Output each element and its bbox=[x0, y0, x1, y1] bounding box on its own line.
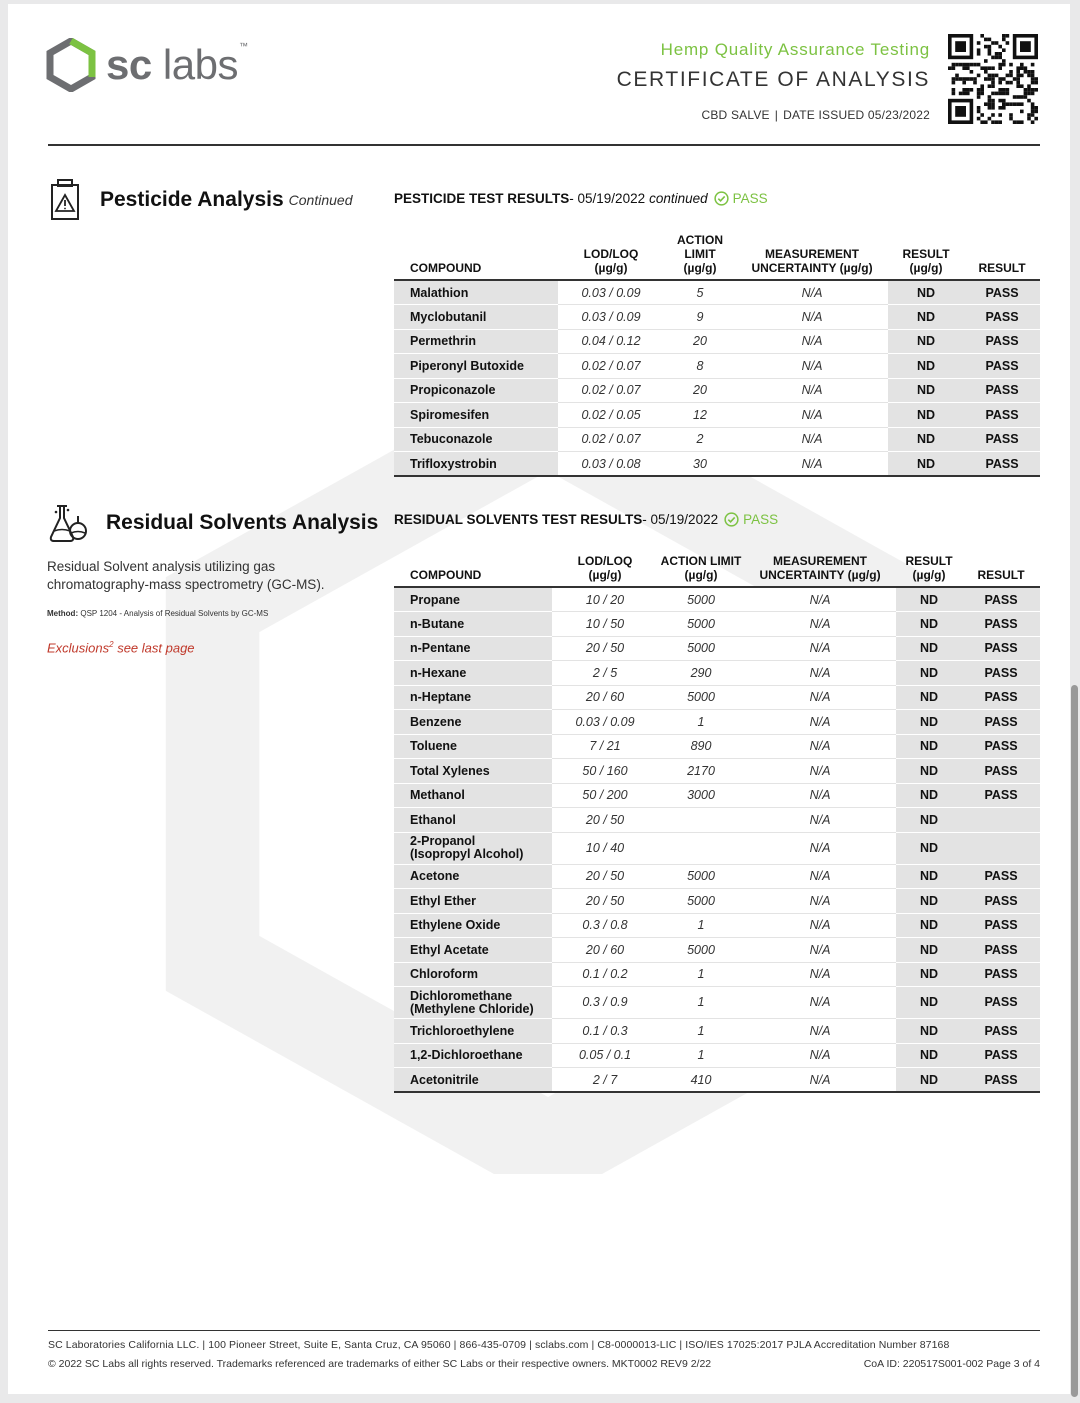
action-limit-cell: 5000 bbox=[658, 685, 744, 710]
uncertainty-cell: N/A bbox=[736, 354, 888, 379]
header-title: CERTIFICATE OF ANALYSIS bbox=[616, 68, 930, 91]
result-status-cell: PASS bbox=[964, 427, 1040, 452]
table-row bbox=[394, 427, 1040, 452]
result-status-cell: PASS bbox=[962, 661, 1040, 686]
action-limit-cell: 30 bbox=[664, 452, 736, 477]
sc-labs-logo bbox=[46, 38, 247, 92]
compound-cell: Trichloroethylene bbox=[394, 1019, 552, 1044]
action-limit-cell: 5000 bbox=[658, 612, 744, 637]
result-value-cell: ND bbox=[896, 710, 962, 735]
result-value-cell: ND bbox=[896, 1019, 962, 1044]
result-value-cell: ND bbox=[896, 587, 962, 612]
compound-cell: Benzene bbox=[394, 710, 552, 735]
column-header: COMPOUND bbox=[394, 550, 552, 587]
table-row bbox=[394, 661, 1040, 686]
uncertainty-cell: N/A bbox=[744, 987, 896, 1019]
action-limit-cell: 2170 bbox=[658, 759, 744, 784]
result-value-cell: ND bbox=[888, 280, 964, 305]
compound-cell: Propane bbox=[394, 587, 552, 612]
column-header: COMPOUND bbox=[394, 229, 558, 280]
table-row bbox=[394, 759, 1040, 784]
lod-loq-cell: 0.02 / 0.05 bbox=[558, 403, 664, 428]
uncertainty-cell: N/A bbox=[736, 329, 888, 354]
uncertainty-cell: N/A bbox=[744, 832, 896, 864]
result-status-cell: PASS bbox=[962, 783, 1040, 808]
table-row bbox=[394, 280, 1040, 305]
exclusions-note: Exclusions$^2$ see last page bbox=[47, 640, 195, 656]
uncertainty-cell: N/A bbox=[744, 889, 896, 914]
table-row bbox=[394, 889, 1040, 914]
result-value-cell: ND bbox=[888, 354, 964, 379]
action-limit-cell: 1 bbox=[658, 710, 744, 735]
compound-cell: n-Hexane bbox=[394, 661, 552, 686]
action-limit-cell: 5000 bbox=[658, 636, 744, 661]
compound-cell: 2-Propanol (Isopropyl Alcohol) bbox=[394, 832, 552, 864]
compound-cell: Piperonyl Butoxide bbox=[394, 354, 558, 379]
uncertainty-cell: N/A bbox=[744, 734, 896, 759]
action-limit-cell: 9 bbox=[664, 305, 736, 330]
compound-cell: Permethrin bbox=[394, 329, 558, 354]
result-status-cell: PASS bbox=[962, 734, 1040, 759]
lod-loq-cell: 0.02 / 0.07 bbox=[558, 427, 664, 452]
table-row bbox=[394, 305, 1040, 330]
lod-loq-cell: 0.02 / 0.07 bbox=[558, 354, 664, 379]
uncertainty-cell: N/A bbox=[744, 962, 896, 987]
pesticide-continued-label: Continued bbox=[288, 192, 353, 208]
column-header: LOD/LOQ (µg/g) bbox=[552, 550, 658, 587]
action-limit-cell: 5000 bbox=[658, 864, 744, 889]
table-row bbox=[394, 1019, 1040, 1044]
action-limit-cell bbox=[658, 832, 744, 864]
lod-loq-cell: 50 / 200 bbox=[552, 783, 658, 808]
table-header-row bbox=[394, 550, 1040, 587]
result-status-cell: PASS bbox=[962, 1019, 1040, 1044]
table-row bbox=[394, 962, 1040, 987]
uncertainty-cell: N/A bbox=[736, 452, 888, 477]
uncertainty-cell: N/A bbox=[736, 427, 888, 452]
result-status-cell: PASS bbox=[964, 305, 1040, 330]
compound-cell: Acetone bbox=[394, 864, 552, 889]
uncertainty-cell: N/A bbox=[744, 759, 896, 784]
lod-loq-cell: 0.04 / 0.12 bbox=[558, 329, 664, 354]
uncertainty-cell: N/A bbox=[744, 612, 896, 637]
lod-loq-cell: 0.1 / 0.3 bbox=[552, 1019, 658, 1044]
table-row bbox=[394, 685, 1040, 710]
pesticide-results-table bbox=[394, 229, 1040, 477]
column-header: MEASUREMENT UNCERTAINTY (µg/g) bbox=[736, 229, 888, 280]
table-row bbox=[394, 864, 1040, 889]
compound-cell: Acetonitrile bbox=[394, 1068, 552, 1093]
result-value-cell: ND bbox=[896, 612, 962, 637]
column-header: RESULT bbox=[964, 229, 1040, 280]
table-row bbox=[394, 612, 1040, 637]
result-value-cell: ND bbox=[888, 427, 964, 452]
lod-loq-cell: 20 / 60 bbox=[552, 685, 658, 710]
uncertainty-cell: N/A bbox=[744, 938, 896, 963]
action-limit-cell: 5000 bbox=[658, 938, 744, 963]
result-value-cell: ND bbox=[896, 759, 962, 784]
table-row bbox=[394, 636, 1040, 661]
compound-cell: Ethyl Ether bbox=[394, 889, 552, 914]
result-status-cell: PASS bbox=[964, 403, 1040, 428]
result-value-cell: ND bbox=[896, 636, 962, 661]
result-status-cell: PASS bbox=[964, 452, 1040, 477]
lod-loq-cell: 0.05 / 0.1 bbox=[552, 1043, 658, 1068]
result-value-cell: ND bbox=[888, 378, 964, 403]
result-value-cell: ND bbox=[896, 734, 962, 759]
action-limit-cell: 5 bbox=[664, 280, 736, 305]
uncertainty-cell: N/A bbox=[736, 378, 888, 403]
flask-icon bbox=[48, 502, 88, 544]
column-header: RESULT (µg/g) bbox=[896, 550, 962, 587]
warning-bottle-icon bbox=[48, 179, 82, 221]
column-header: RESULT (µg/g) bbox=[888, 229, 964, 280]
footer-copyright: © 2022 SC Labs all rights reserved. Trademarks referenced are trademarks of either SC Labs or their respective owners. MKT0002 REV9 2/22 bbox=[48, 1358, 712, 1370]
solvents-section-heading bbox=[48, 502, 378, 544]
action-limit-cell: 290 bbox=[658, 661, 744, 686]
uncertainty-cell: N/A bbox=[744, 587, 896, 612]
table-row bbox=[394, 938, 1040, 963]
header-meta: CBD SALVE | DATE ISSUED 05/23/2022 bbox=[701, 108, 930, 122]
result-status-cell: PASS bbox=[964, 354, 1040, 379]
compound-cell: Tebuconazole bbox=[394, 427, 558, 452]
result-value-cell: ND bbox=[896, 913, 962, 938]
result-status-cell: PASS bbox=[962, 636, 1040, 661]
uncertainty-cell: N/A bbox=[744, 1019, 896, 1044]
table-row bbox=[394, 987, 1040, 1019]
product-name: CBD SALVE bbox=[701, 108, 770, 122]
hexagon-logo-icon bbox=[46, 38, 96, 92]
result-status-cell: PASS bbox=[962, 1043, 1040, 1068]
result-status-cell: PASS bbox=[964, 280, 1040, 305]
result-value-cell: ND bbox=[896, 987, 962, 1019]
result-status-cell: PASS bbox=[962, 987, 1040, 1019]
uncertainty-cell: N/A bbox=[736, 305, 888, 330]
action-limit-cell: 20 bbox=[664, 329, 736, 354]
result-status-cell: PASS bbox=[962, 710, 1040, 735]
table-row bbox=[394, 587, 1040, 612]
result-value-cell: ND bbox=[888, 329, 964, 354]
result-status-cell bbox=[962, 832, 1040, 864]
lod-loq-cell: 20 / 50 bbox=[552, 864, 658, 889]
action-limit-cell: 3000 bbox=[658, 783, 744, 808]
compound-cell: Spiromesifen bbox=[394, 403, 558, 428]
action-limit-cell: 20 bbox=[664, 378, 736, 403]
uncertainty-cell: N/A bbox=[744, 913, 896, 938]
action-limit-cell: 410 bbox=[658, 1068, 744, 1093]
action-limit-cell: 12 bbox=[664, 403, 736, 428]
lod-loq-cell: 20 / 50 bbox=[552, 889, 658, 914]
table-row bbox=[394, 329, 1040, 354]
column-header: RESULT bbox=[962, 550, 1040, 587]
result-status-cell: PASS bbox=[964, 329, 1040, 354]
lod-loq-cell: 2 / 5 bbox=[552, 661, 658, 686]
vertical-scrollbar[interactable] bbox=[1071, 685, 1078, 1397]
result-value-cell: ND bbox=[896, 889, 962, 914]
column-header: ACTION LIMIT (µg/g) bbox=[658, 550, 744, 587]
lod-loq-cell: 10 / 50 bbox=[552, 612, 658, 637]
result-status-cell: PASS bbox=[962, 587, 1040, 612]
result-status-cell: PASS bbox=[962, 913, 1040, 938]
result-value-cell: ND bbox=[896, 808, 962, 833]
compound-cell: Propiconazole bbox=[394, 378, 558, 403]
check-circle-icon bbox=[714, 191, 729, 206]
page-footer bbox=[48, 1330, 1040, 1370]
uncertainty-cell: N/A bbox=[744, 783, 896, 808]
result-value-cell: ND bbox=[896, 962, 962, 987]
compound-cell: Myclobutanil bbox=[394, 305, 558, 330]
table-row bbox=[394, 808, 1040, 833]
compound-cell: Ethylene Oxide bbox=[394, 913, 552, 938]
action-limit-cell: 1 bbox=[658, 1043, 744, 1068]
table-row bbox=[394, 1068, 1040, 1093]
result-value-cell: ND bbox=[896, 832, 962, 864]
result-status-cell: PASS bbox=[962, 612, 1040, 637]
table-row bbox=[394, 1043, 1040, 1068]
column-header: ACTION LIMIT (µg/g) bbox=[664, 229, 736, 280]
table-row bbox=[394, 913, 1040, 938]
table-row bbox=[394, 783, 1040, 808]
result-status-cell: PASS bbox=[962, 685, 1040, 710]
footer-address: SC Laboratories California LLC. | 100 Pioneer Street, Suite E, Santa Cruz, CA 95060 | 866-435-0709 | sclabs.com | C8-0000013-LIC | ISO/IES 17025:2017 PJLA Accreditation Number 87168 bbox=[48, 1339, 950, 1351]
footer-coa-id: CoA ID: 220517S001-002 Page 3 of 4 bbox=[863, 1358, 1040, 1370]
result-value-cell: ND bbox=[896, 1043, 962, 1068]
result-value-cell: ND bbox=[896, 783, 962, 808]
date-issued: DATE ISSUED 05/23/2022 bbox=[783, 108, 930, 122]
uncertainty-cell: N/A bbox=[744, 1043, 896, 1068]
uncertainty-cell: N/A bbox=[744, 685, 896, 710]
lod-loq-cell: 0.02 / 0.07 bbox=[558, 378, 664, 403]
result-value-cell: ND bbox=[896, 938, 962, 963]
action-limit-cell: 1 bbox=[658, 913, 744, 938]
compound-cell: n-Pentane bbox=[394, 636, 552, 661]
result-status-cell: PASS bbox=[962, 962, 1040, 987]
uncertainty-cell: N/A bbox=[744, 661, 896, 686]
action-limit-cell: 5000 bbox=[658, 889, 744, 914]
result-status-cell bbox=[962, 808, 1040, 833]
uncertainty-cell: N/A bbox=[736, 403, 888, 428]
compound-cell: Ethyl Acetate bbox=[394, 938, 552, 963]
check-circle-icon bbox=[724, 512, 739, 527]
table-row bbox=[394, 710, 1040, 735]
solvents-section-title: Residual Solvents Analysis bbox=[106, 511, 379, 534]
lod-loq-cell: 10 / 40 bbox=[552, 832, 658, 864]
lod-loq-cell: 10 / 20 bbox=[552, 587, 658, 612]
uncertainty-cell: N/A bbox=[744, 1068, 896, 1093]
result-status-cell: PASS bbox=[962, 938, 1040, 963]
column-header: MEASUREMENT UNCERTAINTY (µg/g) bbox=[744, 550, 896, 587]
result-value-cell: ND bbox=[888, 452, 964, 477]
uncertainty-cell: N/A bbox=[744, 808, 896, 833]
solvents-method: Method: QSP 1204 - Analysis of Residual Solvents by GC-MS bbox=[47, 609, 269, 618]
uncertainty-cell: N/A bbox=[736, 280, 888, 305]
logo-wordmark: sc labs™ bbox=[106, 41, 248, 88]
lod-loq-cell: 20 / 50 bbox=[552, 636, 658, 661]
compound-cell: 1,2-Dichloroethane bbox=[394, 1043, 552, 1068]
table-row bbox=[394, 832, 1040, 864]
lod-loq-cell: 0.1 / 0.2 bbox=[552, 962, 658, 987]
qr-code-icon[interactable] bbox=[948, 34, 1038, 124]
uncertainty-cell: N/A bbox=[744, 864, 896, 889]
solvents-results-table bbox=[394, 550, 1040, 1093]
action-limit-cell: 5000 bbox=[658, 587, 744, 612]
pesticide-results-heading: PESTICIDE TEST RESULTS - 05/19/2022 continued PASS bbox=[394, 191, 768, 206]
lod-loq-cell: 0.3 / 0.9 bbox=[552, 987, 658, 1019]
compound-cell: Toluene bbox=[394, 734, 552, 759]
certificate-page bbox=[8, 4, 1070, 1394]
action-limit-cell: 8 bbox=[664, 354, 736, 379]
compound-cell: Methanol bbox=[394, 783, 552, 808]
result-value-cell: ND bbox=[888, 305, 964, 330]
action-limit-cell bbox=[658, 808, 744, 833]
result-status-cell: PASS bbox=[962, 864, 1040, 889]
table-header-row bbox=[394, 229, 1040, 280]
table-row bbox=[394, 378, 1040, 403]
lod-loq-cell: 7 / 21 bbox=[552, 734, 658, 759]
header-divider bbox=[48, 144, 1040, 146]
compound-cell: n-Butane bbox=[394, 612, 552, 637]
result-status-cell: PASS bbox=[962, 889, 1040, 914]
compound-cell: Chloroform bbox=[394, 962, 552, 987]
compound-cell: Ethanol bbox=[394, 808, 552, 833]
compound-cell: Trifloxystrobin bbox=[394, 452, 558, 477]
header-subtitle: Hemp Quality Assurance Testing bbox=[660, 40, 930, 59]
result-status-cell: PASS bbox=[962, 759, 1040, 784]
result-value-cell: ND bbox=[896, 661, 962, 686]
compound-cell: Malathion bbox=[394, 280, 558, 305]
lod-loq-cell: 20 / 50 bbox=[552, 808, 658, 833]
result-status-cell: PASS bbox=[962, 1068, 1040, 1093]
table-row bbox=[394, 403, 1040, 428]
action-limit-cell: 1 bbox=[658, 962, 744, 987]
result-status-cell: PASS bbox=[964, 378, 1040, 403]
lod-loq-cell: 0.03 / 0.09 bbox=[558, 305, 664, 330]
action-limit-cell: 1 bbox=[658, 1019, 744, 1044]
table-row bbox=[394, 734, 1040, 759]
lod-loq-cell: 20 / 60 bbox=[552, 938, 658, 963]
uncertainty-cell: N/A bbox=[744, 710, 896, 735]
result-value-cell: ND bbox=[896, 1068, 962, 1093]
uncertainty-cell: N/A bbox=[744, 636, 896, 661]
solvents-pass-badge: PASS bbox=[724, 512, 778, 527]
compound-cell: Dichloromethane (Methylene Chloride) bbox=[394, 987, 552, 1019]
header-block bbox=[617, 40, 930, 122]
result-value-cell: ND bbox=[888, 403, 964, 428]
compound-cell: Total Xylenes bbox=[394, 759, 552, 784]
action-limit-cell: 1 bbox=[658, 987, 744, 1019]
result-value-cell: ND bbox=[896, 685, 962, 710]
lod-loq-cell: 0.3 / 0.8 bbox=[552, 913, 658, 938]
action-limit-cell: 2 bbox=[664, 427, 736, 452]
result-value-cell: ND bbox=[896, 864, 962, 889]
lod-loq-cell: 0.03 / 0.09 bbox=[558, 280, 664, 305]
pesticide-section-title: Pesticide Analysis bbox=[100, 188, 284, 211]
solvents-results-heading: RESIDUAL SOLVENTS TEST RESULTS - 05/19/2022 PASS bbox=[394, 512, 779, 527]
table-row bbox=[394, 354, 1040, 379]
column-header: LOD/LOQ (µg/g) bbox=[558, 229, 664, 280]
table-row bbox=[394, 452, 1040, 477]
lod-loq-cell: 2 / 7 bbox=[552, 1068, 658, 1093]
lod-loq-cell: 0.03 / 0.09 bbox=[552, 710, 658, 735]
pesticide-pass-badge: PASS bbox=[714, 191, 768, 206]
pesticide-section-heading bbox=[48, 179, 352, 221]
solvents-description: Residual Solvent analysis utilizing gas chromatography-mass spectrometry (GC-MS). bbox=[47, 559, 325, 592]
lod-loq-cell: 50 / 160 bbox=[552, 759, 658, 784]
compound-cell: n-Heptane bbox=[394, 685, 552, 710]
lod-loq-cell: 0.03 / 0.08 bbox=[558, 452, 664, 477]
action-limit-cell: 890 bbox=[658, 734, 744, 759]
